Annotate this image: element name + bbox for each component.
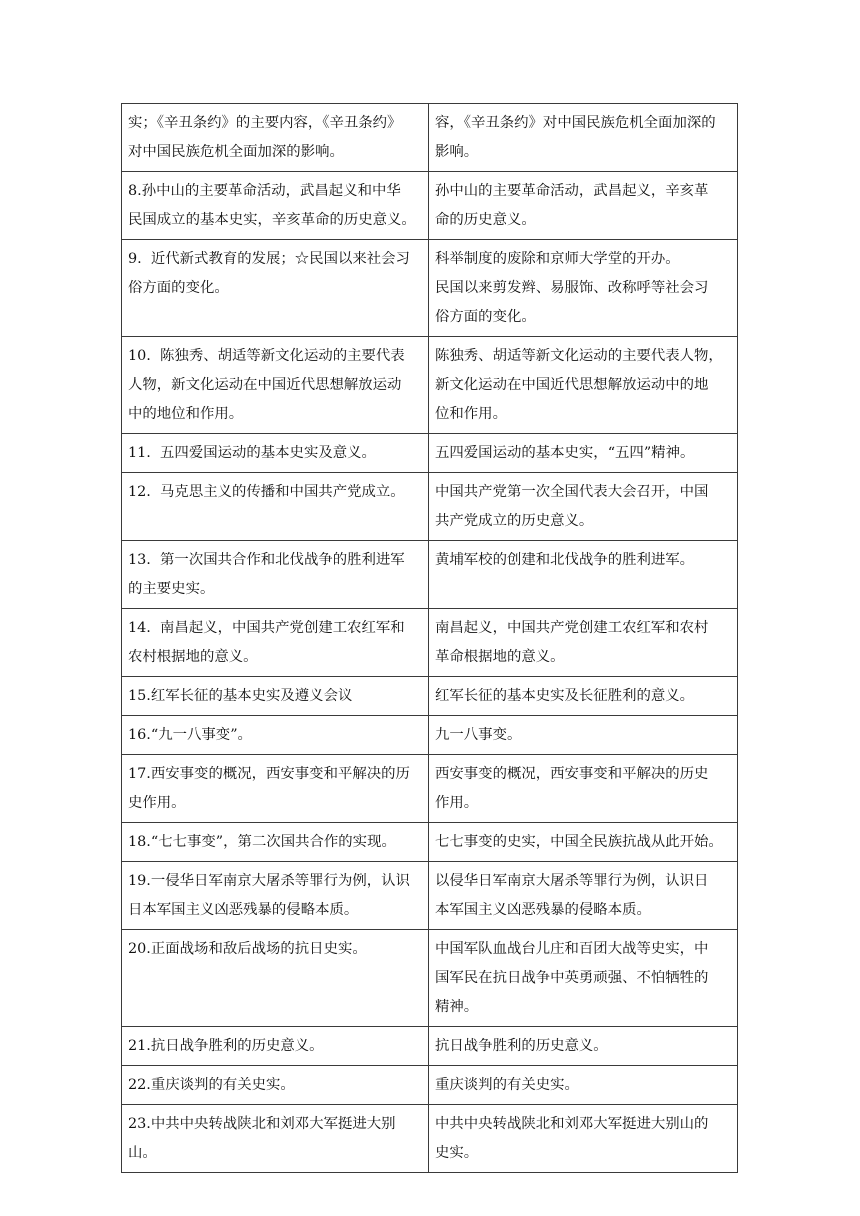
cell-text-line: 中国军队血战台儿庄和百团大战等史实，中	[435, 941, 709, 957]
cell-text-line: 9. 近代新式教育的发展；☆民国以来社会习	[128, 251, 410, 267]
table-row	[122, 609, 738, 677]
cell-text-line: 的主要史实。	[128, 581, 215, 597]
cell-text-line: 人物，新文化运动在中国近代思想解放运动	[128, 377, 402, 393]
table-row	[122, 1027, 738, 1066]
table-row	[122, 240, 738, 337]
requirement-cell	[122, 930, 429, 1027]
requirement-cell	[122, 1027, 429, 1066]
cell-text-line: 17.西安事变的概况，西安事变和平解决的历	[128, 766, 410, 782]
cell-text-line: 红军长征的基本史实及长征胜利的意义。	[435, 688, 695, 704]
requirement-cell	[122, 823, 429, 862]
cell-text-line: 日本军国主义凶恶残暴的侵略本质。	[128, 902, 359, 918]
cell-text-line: 21.抗日战争胜利的历史意义。	[128, 1038, 324, 1054]
cell-text-line: 本军国主义凶恶残暴的侵略本质。	[435, 902, 651, 918]
cell-text-line: 民国以来剪发辫、易服饰、改称呼等社会习	[435, 280, 709, 296]
table-row	[122, 172, 738, 240]
cell-text-line: 抗日战争胜利的历史意义。	[435, 1038, 608, 1054]
table-row	[122, 473, 738, 541]
table-row	[122, 1066, 738, 1105]
cell-text-line: 五四爱国运动的基本史实，“五四”精神。	[435, 445, 695, 461]
content-cell	[429, 823, 738, 862]
cell-text-line: 史实。	[435, 1145, 479, 1161]
cell-text-line: 七七事变的史实，中国全民族抗战从此开始。	[435, 834, 723, 850]
cell-text-line: 位和作用。	[435, 406, 507, 422]
cell-text-line: 20.正面战场和敌后战场的抗日史实。	[128, 941, 367, 957]
table-row	[122, 755, 738, 823]
requirement-cell	[122, 337, 429, 434]
table-body	[122, 104, 738, 1173]
cell-text-line: 命的历史意义。	[435, 212, 536, 228]
cell-text-line: 14. 南昌起义，中国共产党创建工农红军和	[128, 620, 405, 636]
requirement-cell	[122, 473, 429, 541]
requirement-cell	[122, 434, 429, 473]
cell-text-line: 12. 马克思主义的传播和中国共产党成立。	[128, 484, 405, 500]
content-cell	[429, 716, 738, 755]
cell-text-line: 11. 五四爱国运动的基本史实及意义。	[128, 445, 376, 461]
content-cell	[429, 104, 738, 172]
cell-text-line: 以侵华日军南京大屠杀等罪行为例，认识日	[435, 873, 709, 889]
cell-text-line: 山。	[128, 1145, 157, 1161]
cell-text-line: 黄埔军校的创建和北伐战争的胜利进军。	[435, 552, 695, 568]
cell-text-line: 西安事变的概况，西安事变和平解决的历史	[435, 766, 709, 782]
cell-text-line: 中的地位和作用。	[128, 406, 244, 422]
content-cell	[429, 473, 738, 541]
table-row	[122, 104, 738, 172]
cell-text-line: 史作用。	[128, 795, 186, 811]
cell-text-line: 共产党成立的历史意义。	[435, 513, 594, 529]
cell-text-line: 俗方面的变化。	[435, 309, 536, 325]
requirement-cell	[122, 1105, 429, 1173]
table-row	[122, 434, 738, 473]
cell-text-line: 作用。	[435, 795, 479, 811]
cell-text-line: 19.一侵华日军南京大屠杀等罪行为例，认识	[128, 873, 410, 889]
table-row	[122, 677, 738, 716]
content-cell	[429, 541, 738, 609]
history-curriculum-table	[121, 103, 738, 1173]
cell-text-line: 革命根据地的意义。	[435, 649, 565, 665]
requirement-cell	[122, 755, 429, 823]
cell-text-line: 民国成立的基本史实，辛亥革命的历史意义。	[128, 212, 416, 228]
cell-text-line: 科举制度的废除和京师大学堂的开办。	[435, 251, 680, 267]
content-cell	[429, 172, 738, 240]
content-cell	[429, 337, 738, 434]
cell-text-line: 22.重庆谈判的有关史实。	[128, 1077, 295, 1093]
cell-text-line: 实；《辛丑条约》的主要内容，《辛丑条约》	[128, 115, 402, 131]
cell-text-line: 国军民在抗日战争中英勇顽强、不怕牺牲的	[435, 970, 709, 986]
cell-text-line: 容，《辛丑条约》对中国民族危机全面加深的	[435, 115, 716, 131]
content-cell	[429, 1105, 738, 1173]
cell-text-line: 中共中央转战陕北和刘邓大军挺进大别山的	[435, 1116, 709, 1132]
table-row	[122, 930, 738, 1027]
cell-text-line: 18.“七七事变”，第二次国共合作的实现。	[128, 834, 396, 850]
cell-text-line: 南昌起义，中国共产党创建工农红军和农村	[435, 620, 709, 636]
cell-text-line: 中国共产党第一次全国代表大会召开，中国	[435, 484, 709, 500]
table-row	[122, 823, 738, 862]
cell-text-line: 15.红军长征的基本史实及遵义会议	[128, 688, 353, 704]
requirement-cell	[122, 541, 429, 609]
content-cell	[429, 930, 738, 1027]
requirement-cell	[122, 609, 429, 677]
content-cell	[429, 1066, 738, 1105]
table-row	[122, 1105, 738, 1173]
cell-text-line: 孙中山的主要革命活动，武昌起义，辛亥革	[435, 183, 709, 199]
table-row	[122, 716, 738, 755]
cell-text-line: 影响。	[435, 144, 479, 160]
cell-text-line: 精神。	[435, 999, 479, 1015]
requirement-cell	[122, 104, 429, 172]
cell-text-line: 16.“九一八事变”。	[128, 727, 252, 743]
table-row	[122, 541, 738, 609]
cell-text-line: 13. 第一次国共合作和北伐战争的胜利进军	[128, 552, 405, 568]
cell-text-line: 对中国民族危机全面加深的影响。	[128, 144, 344, 160]
requirement-cell	[122, 716, 429, 755]
table-row	[122, 337, 738, 434]
content-cell	[429, 755, 738, 823]
requirement-cell	[122, 1066, 429, 1105]
content-cell	[429, 434, 738, 473]
requirement-cell	[122, 240, 429, 337]
cell-text-line: 8.孙中山的主要革命活动，武昌起义和中华	[128, 183, 401, 199]
cell-text-line: 俗方面的变化。	[128, 280, 229, 296]
cell-text-line: 九一八事变。	[435, 727, 522, 743]
cell-text-line: 农村根据地的意义。	[128, 649, 258, 665]
requirement-cell	[122, 677, 429, 716]
requirement-cell	[122, 172, 429, 240]
cell-text-line: 新文化运动在中国近代思想解放运动中的地	[435, 377, 709, 393]
content-cell	[429, 609, 738, 677]
requirement-cell	[122, 862, 429, 930]
cell-text-line: 10. 陈独秀、胡适等新文化运动的主要代表	[128, 348, 405, 364]
cell-text-line: 23.中共中央转战陕北和刘邓大军挺进大别	[128, 1116, 396, 1132]
content-cell	[429, 240, 738, 337]
cell-text-line: 陈独秀、胡适等新文化运动的主要代表人物，	[435, 348, 723, 364]
content-cell	[429, 862, 738, 930]
table-row	[122, 862, 738, 930]
cell-text-line: 重庆谈判的有关史实。	[435, 1077, 579, 1093]
content-cell	[429, 677, 738, 716]
content-cell	[429, 1027, 738, 1066]
